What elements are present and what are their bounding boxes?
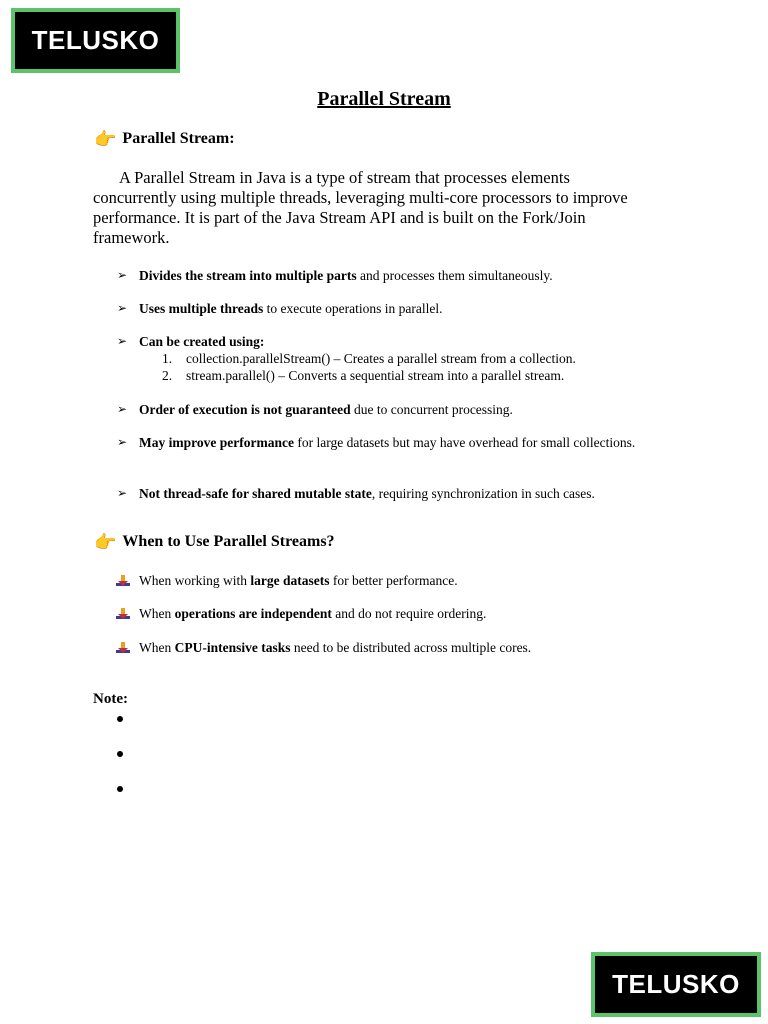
item-text: for better performance.: [329, 573, 458, 588]
note-bullet: [117, 716, 123, 722]
arrow-bullet-icon: ➢: [117, 435, 128, 449]
arrow-bullet-icon: ➢: [117, 486, 128, 500]
numbered-item: [162, 367, 564, 384]
note-label: Note:: [93, 691, 128, 707]
logo-text: TELUSKO: [612, 969, 740, 999]
logo-text: TELUSKO: [31, 25, 160, 55]
list-item: [115, 605, 486, 622]
item-number: 1.: [162, 351, 173, 366]
item-bold: large datasets: [250, 573, 330, 588]
intro-text: A Parallel Stream in Java is a type of stream that processes elements concurrently using multiple threads, leveraging multi-core processors to improve performance. It is part of the Java Stream API and is built on the Fork/Join framework.: [93, 168, 628, 247]
arrow-bullet-icon: ➢: [117, 301, 128, 315]
section-heading-parallel-stream: [94, 130, 235, 148]
item-bold: operations are independent: [174, 606, 332, 621]
item-text: stream.parallel() – Converts a sequential stream into a parallel stream.: [186, 368, 565, 383]
pointing-hand-icon: 👉: [94, 532, 117, 552]
bullet-bold: Divides the stream into multiple parts: [139, 268, 357, 283]
section-heading-text: Parallel Stream:: [122, 130, 235, 147]
bullet-bold: Not thread-safe for shared mutable state: [139, 486, 372, 501]
section-heading-when-to-use: [94, 533, 335, 551]
note-bullet: [117, 751, 123, 757]
bullet-bold: Uses multiple threads: [139, 301, 264, 316]
down-arrow-bullet-icon: [115, 574, 131, 588]
bullet-text: due to concurrent processing.: [350, 402, 513, 417]
list-item: [117, 485, 677, 502]
bullet-text: to execute operations in parallel.: [263, 301, 443, 316]
item-text: When: [139, 606, 175, 621]
bullet-text: for large datasets but may have overhead for small collections.: [293, 435, 636, 450]
bullet-bold: May improve performance: [139, 435, 294, 450]
item-number: 2.: [162, 368, 173, 383]
section-heading-text: When to Use Parallel Streams?: [122, 533, 335, 550]
arrow-bullet-icon: ➢: [117, 402, 128, 416]
list-item: [117, 401, 677, 418]
arrow-bullet-icon: ➢: [117, 334, 128, 348]
down-arrow-bullet-icon: [115, 641, 131, 655]
item-text: When working with: [139, 573, 251, 588]
note-bullet: [117, 786, 123, 792]
page-title: Parallel Stream: [317, 88, 451, 110]
down-arrow-bullet-icon: [115, 607, 131, 621]
item-text: and do not require ordering.: [331, 606, 487, 621]
numbered-item: [162, 350, 576, 367]
list-item: [117, 267, 677, 284]
bullet-bold: Can be created using:: [139, 334, 265, 349]
arrow-bullet-icon: ➢: [117, 268, 128, 282]
bullet-text: , requiring synchronization in such cases.: [371, 486, 595, 501]
list-item: [115, 639, 531, 656]
list-item: [117, 300, 677, 317]
list-item: [117, 434, 637, 451]
bullet-text: and processes them simultaneously.: [356, 268, 553, 283]
bullet-bold: Order of execution is not guaranteed: [139, 402, 351, 417]
telusko-logo-top: [11, 8, 180, 73]
item-text: When: [139, 640, 175, 655]
list-item: [117, 333, 677, 350]
intro-paragraph: [93, 168, 653, 248]
item-bold: CPU-intensive tasks: [174, 640, 291, 655]
list-item: [115, 572, 458, 589]
item-text: collection.parallelStream() – Creates a parallel stream from a collection.: [186, 351, 576, 366]
item-text: need to be distributed across multiple cores.: [290, 640, 532, 655]
pointing-hand-icon: 👉: [94, 129, 117, 149]
telusko-logo-bottom: [591, 952, 761, 1017]
